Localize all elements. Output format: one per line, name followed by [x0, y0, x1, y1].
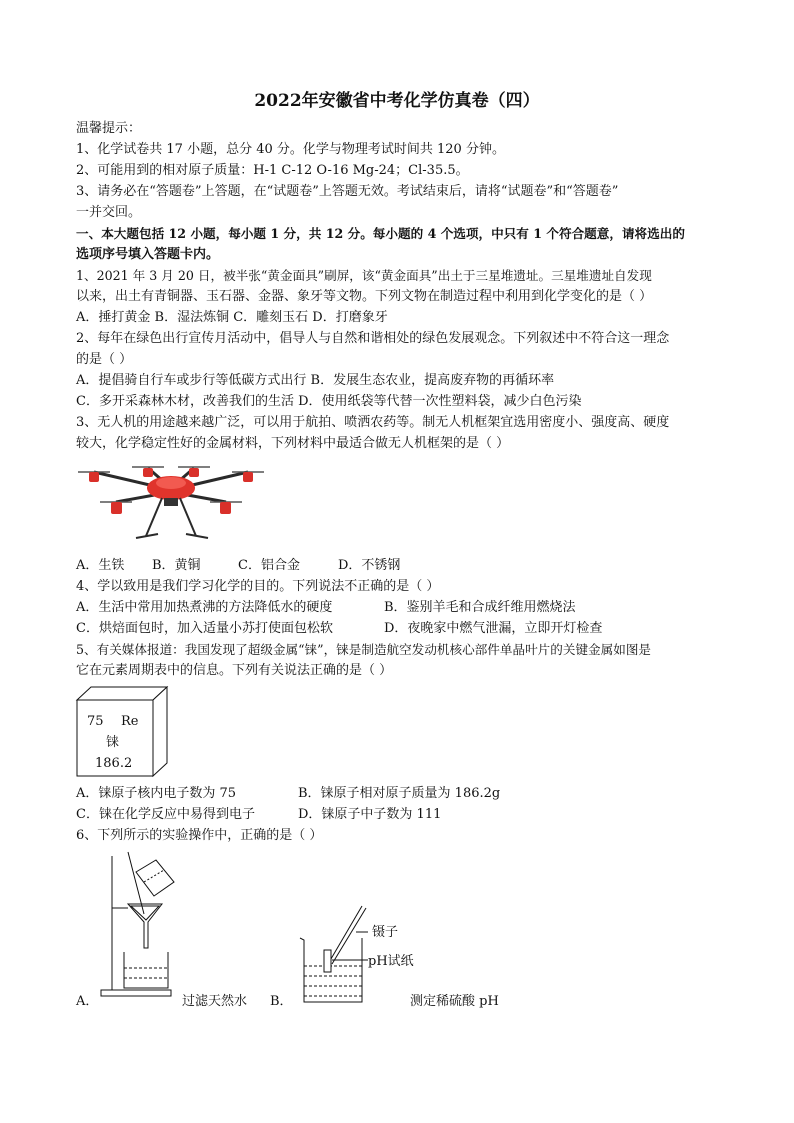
element-atomic-mass: 186.2 — [95, 756, 133, 771]
q2-stem-line-2: 的是（ ） — [76, 352, 133, 367]
q3-stem-line-2: 较大，化学稳定性好的金属材料，下列材料中最适合做无人机框架的是（ ） — [76, 436, 510, 451]
label-tweezers: 镊子 — [372, 925, 399, 940]
label-ph-paper: pH试纸 — [368, 954, 414, 969]
q6-option-a-letter: A． — [76, 994, 99, 1009]
q5-stem-line-1: 5、有关媒体报道：我国发现了超级金属“铼”，铼是制造航空发动机核心部件单晶叶片的关键金属如图是 — [76, 642, 652, 657]
q1-stem-line-1: 1、2021 年 3 月 20 日，被半张“黄金面具”刷屏，该“黄金面具”出土于三星堆遗址。三星堆遗址自发现 — [76, 268, 652, 283]
q4-option-d: D．夜晚家中燃气泄漏，立即开灯检查 — [384, 621, 603, 636]
q4-option-c: C．烘焙面包时，加入适量小苏打使面包松软 — [76, 621, 333, 636]
q2-stem-line-1: 2、每年在绿色出行宣传月活动中，倡导人与自然和谐相处的绿色发展观念。下列叙述中不符合这一理念 — [76, 331, 670, 346]
q4-stem: 4、学以致用是我们学习化学的目的。下列说法不正确的是（ ） — [76, 579, 440, 594]
q3-option-c: C．铝合金 — [238, 558, 300, 573]
page-title: 2022年安徽省中考化学仿真卷（四） — [254, 91, 540, 111]
element-name: 铼 — [106, 735, 120, 750]
element-symbol: Re — [121, 714, 139, 729]
notice-item-2: 2、可能用到的相对原子质量：H-1 C-12 O-16 Mg-24；Cl-35.5。 — [76, 163, 469, 178]
notice-item-3-cont: 一并交回。 — [76, 205, 142, 220]
q3-option-a: A．生铁 — [76, 558, 125, 573]
notice-item-3: 3、请务必在“答题卷”上答题，在“试题卷”上答题无效。考试结束后，请将“试题卷”和“答题卷” — [76, 184, 619, 199]
q1-stem-line-2: 以来，出土有青铜器、玉石器、金器、象牙等文物。下列文物在制造过程中利用到化学变化的是（ ） — [76, 289, 653, 304]
section-heading-cont: 选项序号填入答题卡内。 — [76, 247, 220, 262]
q5-stem-line-2: 它在元素周期表中的信息。下列有关说法正确的是（ ） — [76, 663, 393, 678]
q2-options-row-2: C．多开采森林木材，改善我们的生活 D．使用纸袋等代替一次性塑料袋，减少白色污染 — [76, 394, 582, 409]
filtration-apparatus — [98, 852, 184, 1004]
q6-option-a-caption: 过滤天然水 — [182, 994, 248, 1009]
q1-options: A．捶打黄金 B．湿法炼铜 C．雕刻玉石 D．打磨象牙 — [76, 310, 388, 325]
q3-option-b: B．黄铜 — [152, 558, 201, 573]
q5-option-c: C．铼在化学反应中易得到电子 — [76, 807, 255, 822]
q3-option-d: D．不锈钢 — [338, 558, 401, 573]
element-atomic-number: 75 — [87, 714, 104, 729]
q5-option-d: D．铼原子中子数为 111 — [298, 807, 442, 822]
notice-item-1: 1、化学试卷共 17 小题，总分 40 分。化学与物理考试时间共 120 分钟。 — [76, 142, 505, 157]
notice-heading: 温馨提示： — [76, 121, 142, 136]
q2-options-row-1: A．提倡骑自行车或步行等低碳方式出行 B．发展生态农业，提高废弃物的再循环率 — [76, 373, 555, 388]
ph-test-apparatus — [296, 902, 368, 1006]
q5-option-a: A．铼原子核内电子数为 75 — [76, 786, 237, 801]
q6-option-b-caption: 测定稀硫酸 pH — [410, 994, 499, 1009]
section-heading: 一、本大题包括 12 小题，每小题 1 分，共 12 分。每小题的 4 个选项，中只有 1 个符合题意，请将选出的 — [76, 226, 685, 241]
q6-option-b-letter: B． — [270, 994, 293, 1009]
q5-option-b: B．铼原子相对原子质量为 186.2g — [298, 786, 501, 801]
q6-stem: 6、下列所示的实验操作中，正确的是（ ） — [76, 828, 323, 843]
drone-image — [76, 458, 266, 548]
q3-stem-line-1: 3、无人机的用途越来越广泛，可以用于航拍、喷洒农药等。制无人机框架宜选用密度小、强度高、硬度 — [76, 415, 670, 430]
q4-option-b: B．鉴别羊毛和合成纤维用燃烧法 — [384, 600, 576, 615]
q4-option-a: A．生活中常用加热煮沸的方法降低水的硬度 — [76, 600, 333, 615]
